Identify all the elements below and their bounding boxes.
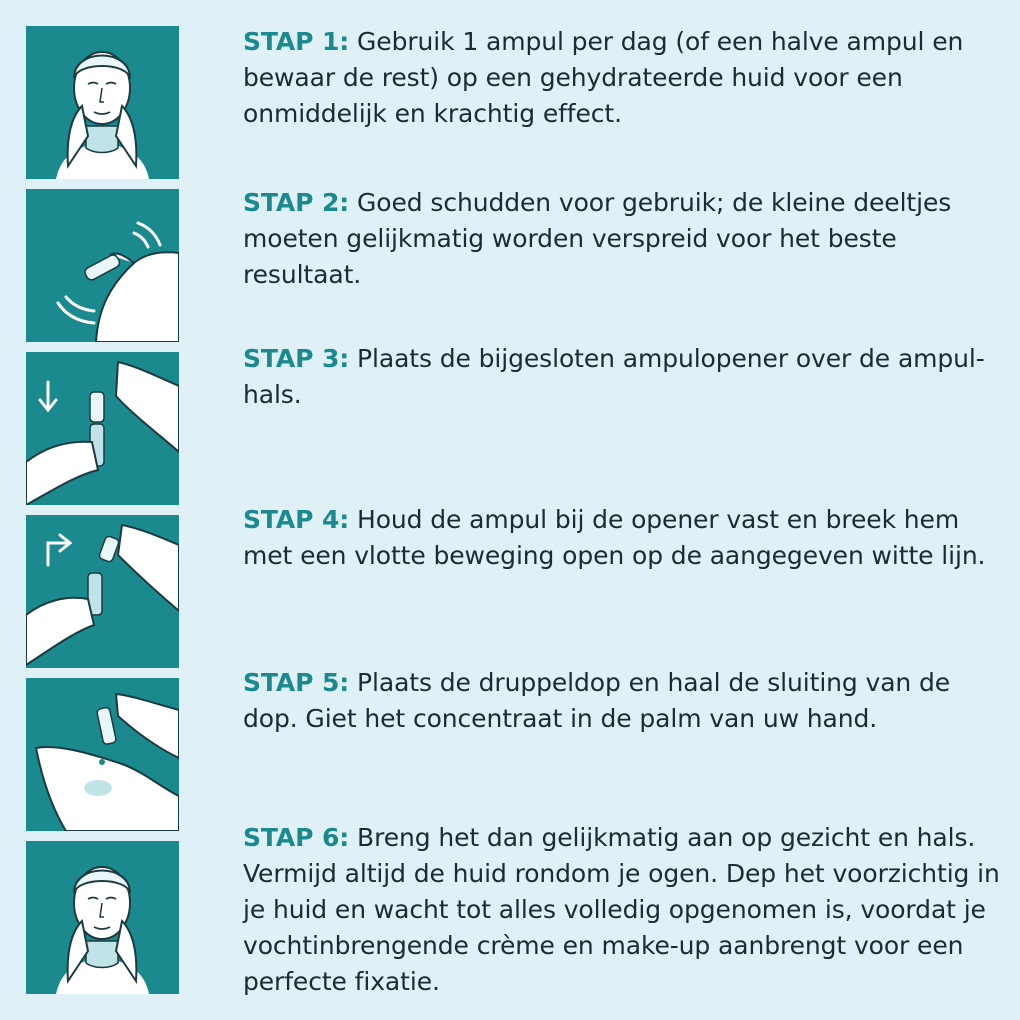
face-hands-icon	[26, 841, 179, 994]
step-3-body: Plaats de bijgesloten ampulopener over de ampul-hals.	[243, 344, 985, 409]
step-2-body: Goed schudden voor gebruik; de kleine deeltjes moeten gelijkmatig worden verspreid voor het beste resultaat.	[243, 188, 952, 289]
step-3-illustration	[26, 352, 179, 505]
step-1-label: STAP 1:	[243, 27, 350, 56]
step-4-illustration	[26, 515, 179, 668]
step-5-label: STAP 5:	[243, 668, 350, 697]
place-opener-icon	[26, 352, 179, 505]
step-3-label: STAP 3:	[243, 344, 350, 373]
step-4-body: Houd de ampul bij de opener vast en breek hem met een vlotte beweging open op de aangegeven witte lijn.	[243, 505, 986, 570]
step-1-illustration	[26, 26, 179, 179]
step-1-text	[243, 24, 1003, 132]
step-5-text	[243, 665, 1003, 737]
step-1-body: Gebruik 1 ampul per dag (of een halve ampul en bewaar de rest) op een gehydrateerde huid voor een onmiddelijk en krachtig effect.	[243, 27, 964, 128]
face-hands-icon	[26, 26, 179, 179]
step-6-label: STAP 6:	[243, 823, 350, 852]
step-5-body: Plaats de druppeldop en haal de sluiting van de dop. Giet het concentraat in de palm van uw hand.	[243, 668, 951, 733]
step-2-text	[243, 185, 1003, 293]
step-4-text	[243, 502, 1003, 574]
break-ampoule-icon	[26, 515, 179, 668]
step-2-illustration	[26, 189, 179, 342]
step-6-illustration	[26, 841, 179, 994]
step-5-illustration	[26, 678, 179, 831]
step-6-body: Breng het dan gelijkmatig aan op gezicht en hals. Vermijd altijd de huid rondom je ogen. Dep het voorzichtig in je huid en wacht tot alles volledig opgenomen is, voordat je vochtinbrengende crème en make-up aanbrengt voor een perfecte fixatie.	[243, 823, 1000, 996]
step-2-label: STAP 2:	[243, 188, 350, 217]
shake-ampoule-icon	[26, 189, 179, 342]
step-4-label: STAP 4:	[243, 505, 350, 534]
step-6-text	[243, 820, 1003, 1000]
step-3-text	[243, 341, 1003, 413]
pour-in-palm-icon	[26, 678, 179, 831]
